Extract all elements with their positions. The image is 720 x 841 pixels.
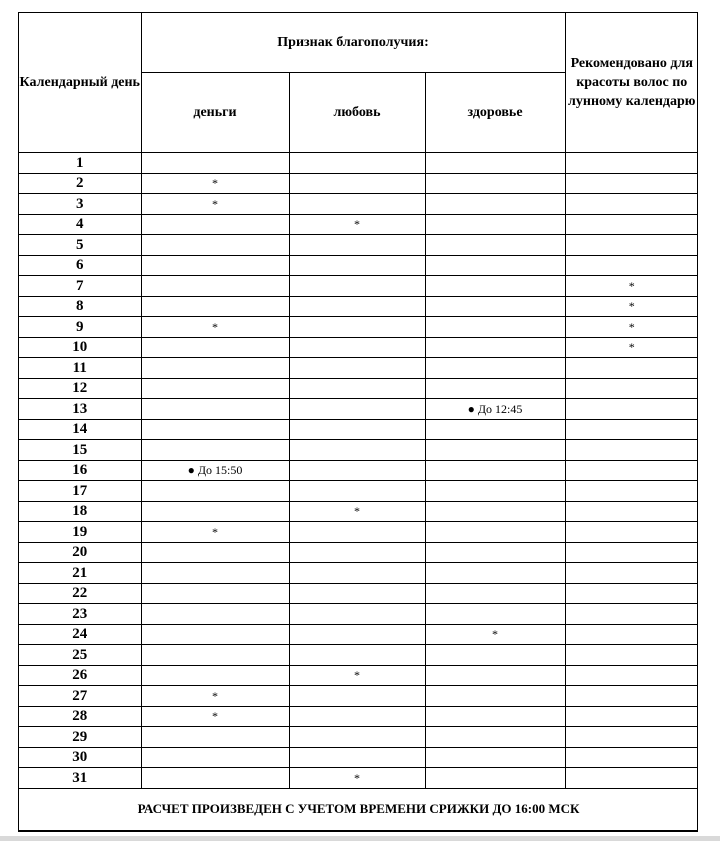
rec-cell <box>565 419 698 440</box>
rec-cell <box>565 727 698 748</box>
table-row <box>19 399 698 420</box>
love-cell: * <box>289 501 425 522</box>
money-cell <box>141 542 289 563</box>
health-cell: * <box>425 624 565 645</box>
love-cell <box>289 440 425 461</box>
health-cell <box>425 173 565 194</box>
health-cell <box>425 419 565 440</box>
health-cell <box>425 317 565 338</box>
rec-cell: * <box>565 337 698 358</box>
lunar-haircut-calendar-table <box>19 13 698 831</box>
header-love: любовь <box>289 73 425 153</box>
health-cell <box>425 235 565 256</box>
table-row <box>19 583 698 604</box>
table-row <box>19 358 698 379</box>
money-cell <box>141 235 289 256</box>
health-cell <box>425 276 565 297</box>
table-row <box>19 727 698 748</box>
day-number: 7 <box>19 276 141 297</box>
table-row <box>19 214 698 235</box>
day-number: 30 <box>19 747 141 768</box>
day-number: 22 <box>19 583 141 604</box>
day-number: 11 <box>19 358 141 379</box>
table-row <box>19 440 698 461</box>
calendar-body <box>19 153 698 789</box>
money-cell <box>141 768 289 789</box>
money-cell <box>141 604 289 625</box>
money-cell: * <box>141 686 289 707</box>
calendar-frame <box>18 12 698 832</box>
health-cell <box>425 481 565 502</box>
money-cell: * <box>141 173 289 194</box>
health-cell <box>425 563 565 584</box>
health-cell <box>425 768 565 789</box>
love-cell <box>289 727 425 748</box>
header-health: здоровье <box>425 73 565 153</box>
health-cell <box>425 214 565 235</box>
rec-cell <box>565 542 698 563</box>
love-cell <box>289 645 425 666</box>
money-cell <box>141 276 289 297</box>
rec-cell <box>565 624 698 645</box>
table-row <box>19 153 698 174</box>
money-cell <box>141 358 289 379</box>
rec-cell <box>565 214 698 235</box>
health-cell <box>425 460 565 481</box>
day-number: 29 <box>19 727 141 748</box>
table-row <box>19 194 698 215</box>
money-cell: * <box>141 194 289 215</box>
money-cell <box>141 378 289 399</box>
header-money: деньги <box>141 73 289 153</box>
health-cell <box>425 296 565 317</box>
table-row <box>19 255 698 276</box>
rec-cell <box>565 358 698 379</box>
love-cell <box>289 296 425 317</box>
money-cell <box>141 665 289 686</box>
love-cell <box>289 419 425 440</box>
health-cell <box>425 440 565 461</box>
love-cell <box>289 378 425 399</box>
day-number: 18 <box>19 501 141 522</box>
rec-cell: * <box>565 317 698 338</box>
table-row <box>19 747 698 768</box>
health-cell <box>425 604 565 625</box>
money-cell <box>141 624 289 645</box>
love-cell <box>289 276 425 297</box>
rec-cell <box>565 686 698 707</box>
health-cell <box>425 727 565 748</box>
health-cell <box>425 153 565 174</box>
love-cell <box>289 194 425 215</box>
table-row <box>19 173 698 194</box>
day-number: 6 <box>19 255 141 276</box>
money-cell <box>141 153 289 174</box>
day-number: 23 <box>19 604 141 625</box>
love-cell <box>289 686 425 707</box>
table-row <box>19 563 698 584</box>
day-number: 3 <box>19 194 141 215</box>
day-number: 17 <box>19 481 141 502</box>
rec-cell <box>565 378 698 399</box>
header-recommended: Рекомендовано для красоты волос по лунному календарю <box>565 13 698 153</box>
rec-cell <box>565 255 698 276</box>
table-row <box>19 276 698 297</box>
health-cell <box>425 686 565 707</box>
health-cell <box>425 378 565 399</box>
health-cell <box>425 583 565 604</box>
rec-cell <box>565 747 698 768</box>
love-cell <box>289 235 425 256</box>
header-wellbeing-group: Признак благополучия: <box>141 13 565 73</box>
love-cell <box>289 522 425 543</box>
love-cell <box>289 337 425 358</box>
health-cell <box>425 337 565 358</box>
table-row <box>19 481 698 502</box>
love-cell: * <box>289 768 425 789</box>
rec-cell <box>565 706 698 727</box>
rec-cell <box>565 522 698 543</box>
love-cell <box>289 563 425 584</box>
money-cell <box>141 481 289 502</box>
rec-cell <box>565 768 698 789</box>
money-cell <box>141 747 289 768</box>
day-number: 25 <box>19 645 141 666</box>
health-cell <box>425 706 565 727</box>
money-cell: * <box>141 522 289 543</box>
health-cell <box>425 542 565 563</box>
money-cell: ● До 15:50 <box>141 460 289 481</box>
money-cell: * <box>141 317 289 338</box>
table-row <box>19 337 698 358</box>
day-number: 13 <box>19 399 141 420</box>
footer-note: РАСЧЕТ ПРОИЗВЕДЕН С УЧЕТОМ ВРЕМЕНИ СРИЖКИ ДО 16:00 МСК <box>19 788 698 830</box>
table-row <box>19 686 698 707</box>
rec-cell <box>565 665 698 686</box>
love-cell <box>289 255 425 276</box>
table-row <box>19 542 698 563</box>
love-cell <box>289 747 425 768</box>
money-cell <box>141 727 289 748</box>
money-cell <box>141 563 289 584</box>
money-cell: * <box>141 706 289 727</box>
day-number: 19 <box>19 522 141 543</box>
money-cell <box>141 255 289 276</box>
love-cell <box>289 481 425 502</box>
love-cell <box>289 460 425 481</box>
love-cell <box>289 604 425 625</box>
rec-cell <box>565 173 698 194</box>
health-cell <box>425 501 565 522</box>
love-cell <box>289 624 425 645</box>
rec-cell <box>565 460 698 481</box>
rec-cell <box>565 399 698 420</box>
table-row <box>19 235 698 256</box>
money-cell <box>141 645 289 666</box>
love-cell <box>289 358 425 379</box>
money-cell <box>141 296 289 317</box>
day-number: 4 <box>19 214 141 235</box>
day-number: 10 <box>19 337 141 358</box>
money-cell <box>141 501 289 522</box>
rec-cell: * <box>565 296 698 317</box>
day-number: 5 <box>19 235 141 256</box>
table-row <box>19 419 698 440</box>
rec-cell <box>565 440 698 461</box>
table-row <box>19 706 698 727</box>
rec-cell <box>565 645 698 666</box>
day-number: 9 <box>19 317 141 338</box>
table-row <box>19 501 698 522</box>
table-row <box>19 645 698 666</box>
rec-cell <box>565 235 698 256</box>
health-cell <box>425 358 565 379</box>
day-number: 21 <box>19 563 141 584</box>
love-cell: * <box>289 214 425 235</box>
day-number: 15 <box>19 440 141 461</box>
money-cell <box>141 583 289 604</box>
money-cell <box>141 337 289 358</box>
love-cell <box>289 542 425 563</box>
header-calendar-day: Календарный день <box>19 13 141 153</box>
day-number: 8 <box>19 296 141 317</box>
table-row <box>19 317 698 338</box>
table-row <box>19 624 698 645</box>
love-cell <box>289 583 425 604</box>
rec-cell <box>565 563 698 584</box>
day-number: 31 <box>19 768 141 789</box>
day-number: 12 <box>19 378 141 399</box>
money-cell <box>141 440 289 461</box>
day-number: 27 <box>19 686 141 707</box>
day-number: 1 <box>19 153 141 174</box>
health-cell <box>425 522 565 543</box>
love-cell: * <box>289 665 425 686</box>
day-number: 2 <box>19 173 141 194</box>
health-cell <box>425 665 565 686</box>
day-number: 20 <box>19 542 141 563</box>
rec-cell <box>565 501 698 522</box>
table-row <box>19 604 698 625</box>
rec-cell <box>565 583 698 604</box>
rec-cell <box>565 194 698 215</box>
health-cell <box>425 747 565 768</box>
day-number: 24 <box>19 624 141 645</box>
health-cell <box>425 645 565 666</box>
table-row <box>19 768 698 789</box>
money-cell <box>141 214 289 235</box>
rec-cell <box>565 604 698 625</box>
table-row <box>19 296 698 317</box>
page-bottom-shadow <box>0 836 720 841</box>
rec-cell <box>565 481 698 502</box>
day-number: 14 <box>19 419 141 440</box>
table-row <box>19 378 698 399</box>
day-number: 28 <box>19 706 141 727</box>
love-cell <box>289 173 425 194</box>
table-row <box>19 460 698 481</box>
table-row <box>19 665 698 686</box>
health-cell <box>425 255 565 276</box>
day-number: 26 <box>19 665 141 686</box>
love-cell <box>289 317 425 338</box>
day-number: 16 <box>19 460 141 481</box>
health-cell <box>425 194 565 215</box>
money-cell <box>141 399 289 420</box>
love-cell <box>289 399 425 420</box>
love-cell <box>289 706 425 727</box>
health-cell: ● До 12:45 <box>425 399 565 420</box>
table-row <box>19 522 698 543</box>
love-cell <box>289 153 425 174</box>
money-cell <box>141 419 289 440</box>
rec-cell <box>565 153 698 174</box>
rec-cell: * <box>565 276 698 297</box>
